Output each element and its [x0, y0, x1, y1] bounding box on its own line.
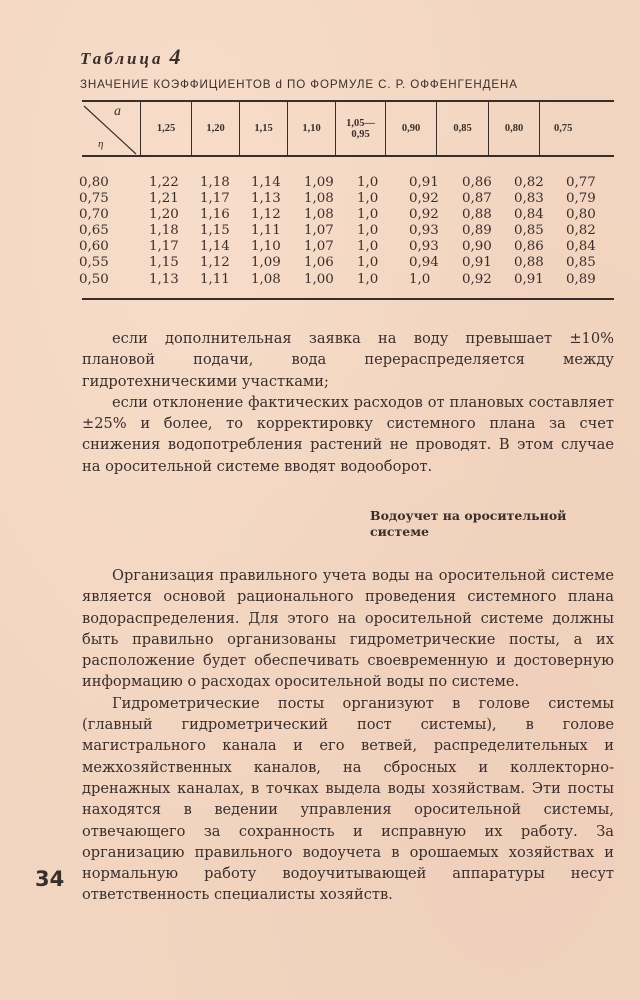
table-cell: 1,08 [304, 207, 334, 223]
table-cell: 0,91 [514, 271, 544, 287]
table-cell: 1,11 [200, 271, 230, 287]
column-header-line: 1,05— [346, 117, 375, 129]
table-cell: 0,79 [566, 191, 596, 207]
table-row [79, 191, 616, 207]
table-label-number: 4 [169, 44, 181, 69]
table-cell: 1,14 [200, 239, 230, 255]
table-cell: 1,0 [357, 207, 379, 223]
row-header-cell: 0,50 [79, 271, 109, 287]
column-header [335, 102, 385, 155]
table-cell: 1,09 [304, 175, 334, 190]
text-block-water-accounting [82, 565, 614, 906]
column-header: 0,75 [539, 102, 614, 155]
table-cell: 1,00 [304, 271, 334, 287]
table-cell: 1,0 [357, 191, 379, 207]
table-cell: 0,83 [514, 191, 544, 207]
column-header: 0,80 [488, 102, 539, 155]
table-corner-cell [82, 102, 140, 155]
column-header: 1,25 [140, 102, 191, 155]
table-cell: 0,80 [566, 207, 596, 223]
table-cell: 1,22 [149, 175, 179, 190]
table-cell: 1,0 [409, 271, 431, 287]
column-header: 0,90 [385, 102, 436, 155]
table-row [79, 175, 616, 191]
table-cell: 1,12 [251, 207, 281, 223]
table-cell: 1,13 [251, 191, 281, 207]
table-header-row [82, 102, 614, 155]
table-cell: 0,86 [514, 239, 544, 255]
table-cell: 0,91 [462, 255, 492, 271]
row-header-cell: 0,55 [79, 255, 109, 271]
table-cell: 1,20 [149, 207, 179, 223]
row-header-cell: 0,60 [79, 239, 109, 255]
table-cell: 1,17 [149, 239, 179, 255]
table-cell: 1,0 [357, 239, 379, 255]
table-cell: 1,0 [357, 255, 379, 271]
table-cell: 0,85 [566, 255, 596, 271]
row-header-cell: 0,70 [79, 207, 109, 223]
row-symbol: η [98, 138, 104, 150]
table-cell: 1,12 [200, 255, 230, 271]
table-cell: 0,92 [409, 191, 439, 207]
table-cell: 0,84 [514, 207, 544, 223]
table-cell: 1,16 [200, 207, 230, 223]
table-cell: 1,0 [357, 271, 379, 287]
table-cell: 0,90 [462, 239, 492, 255]
row-header-cell: 0,80 [79, 175, 109, 190]
table-cell: 0,85 [514, 223, 544, 239]
table-cell: 1,08 [251, 271, 281, 287]
table-label [80, 44, 180, 70]
text-block-conditions [82, 328, 614, 477]
table-row [79, 255, 616, 271]
table-cell: 0,91 [409, 175, 439, 190]
table-cell: 1,17 [200, 191, 230, 207]
table-cell: 0,88 [514, 255, 544, 271]
table-header-rule [82, 155, 614, 157]
table-cell: 1,08 [304, 191, 334, 207]
table-cell: 0,87 [462, 191, 492, 207]
column-header-line: 0,95 [351, 128, 370, 140]
table-row [79, 272, 616, 288]
table-bottom-rule [82, 298, 614, 300]
table-row [79, 207, 616, 223]
paragraph: если отклонение фактических расходов от плановых составляет ±25% и более, то корректировку системного плана за счет снижения водопотребления растений не проводят. В этом случае на оросительной системе вводят водооборот. [82, 393, 614, 475]
table-cell: 0,94 [409, 255, 439, 271]
section-heading: Водоучет на оросительной системе [370, 508, 567, 539]
table-cell: 1,18 [200, 175, 230, 190]
table-cell: 1,0 [357, 223, 379, 239]
diagonal-divider-icon [82, 102, 140, 155]
table-cell: 1,15 [200, 223, 230, 239]
table-cell: 1,0 [357, 175, 379, 190]
column-header: 1,15 [239, 102, 287, 155]
table-caption: ЗНАЧЕНИЕ КОЭФФИЦИЕНТОВ d ПО ФОРМУЛЕ С. Р. ОФФЕНГЕНДЕНА [80, 78, 518, 91]
paragraph: Организация правильного учета воды на оросительной системе является основой рационального проведения системного плана водораспределения. Для этого на оросительной системе должны быть правильно организованы гидрометрические посты, а их расположение будет обеспечивать своевременную и достоверную информацию о расходах оросительной воды по системе. [82, 567, 614, 691]
paragraph: Гидрометрические посты организуют в голове системы (главный гидрометрический пост системы), в голове магистрального канала и его ветвей, распределительных и межхозяйственных каналов, на сбросных и коллекторно-дренажных каналах, в точках выдела воды хозяйствам. Эти посты находятся в ведении управления оросительной системы, отвечающего за сохранность и исправную их работу. За организацию правильного водоучета в орошаемых хозяйствах и нормальную работу водоучитывающей аппаратуры несут ответственность специалисты хозяйств. [82, 694, 614, 904]
table-cell: 1,06 [304, 255, 334, 271]
table-label-word: Таблица [80, 49, 164, 68]
row-header-cell: 0,65 [79, 223, 109, 239]
table-cell: 1,13 [149, 271, 179, 287]
table-cell: 0,93 [409, 239, 439, 255]
column-header: 1,10 [287, 102, 335, 155]
table-cell: 1,11 [251, 223, 281, 239]
paragraph: если дополнительная заявка на воду превышает ±10% плановой подачи, вода перераспределяется между гидротехническими участками; [82, 330, 614, 390]
table-cell: 0,82 [514, 175, 544, 190]
column-header: 1,20 [191, 102, 239, 155]
table-cell: 0,92 [462, 271, 492, 287]
table-cell: 0,89 [566, 271, 596, 287]
table-cell: 0,86 [462, 175, 492, 190]
table-cell: 1,07 [304, 239, 334, 255]
table-cell: 0,93 [409, 223, 439, 239]
table-cell: 1,14 [251, 175, 281, 190]
row-header-cell: 0,75 [79, 191, 109, 207]
table-cell: 0,84 [566, 239, 596, 255]
table-cell: 1,07 [304, 223, 334, 239]
page-number: 34 [35, 867, 65, 891]
column-symbol: a [114, 104, 121, 119]
table-cell: 0,89 [462, 223, 492, 239]
table-cell: 1,21 [149, 191, 179, 207]
column-header: 0,85 [436, 102, 488, 155]
table-cell: 1,09 [251, 255, 281, 271]
table-cell: 1,15 [149, 255, 179, 271]
table-cell: 0,82 [566, 223, 596, 239]
table-cell: 0,92 [409, 207, 439, 223]
table-row [79, 239, 616, 255]
table-row [79, 223, 616, 239]
table-cell: 0,77 [566, 175, 596, 190]
table-cell: 0,88 [462, 207, 492, 223]
table-cell: 1,18 [149, 223, 179, 239]
table-cell: 1,10 [251, 239, 281, 255]
table-body [79, 175, 616, 288]
